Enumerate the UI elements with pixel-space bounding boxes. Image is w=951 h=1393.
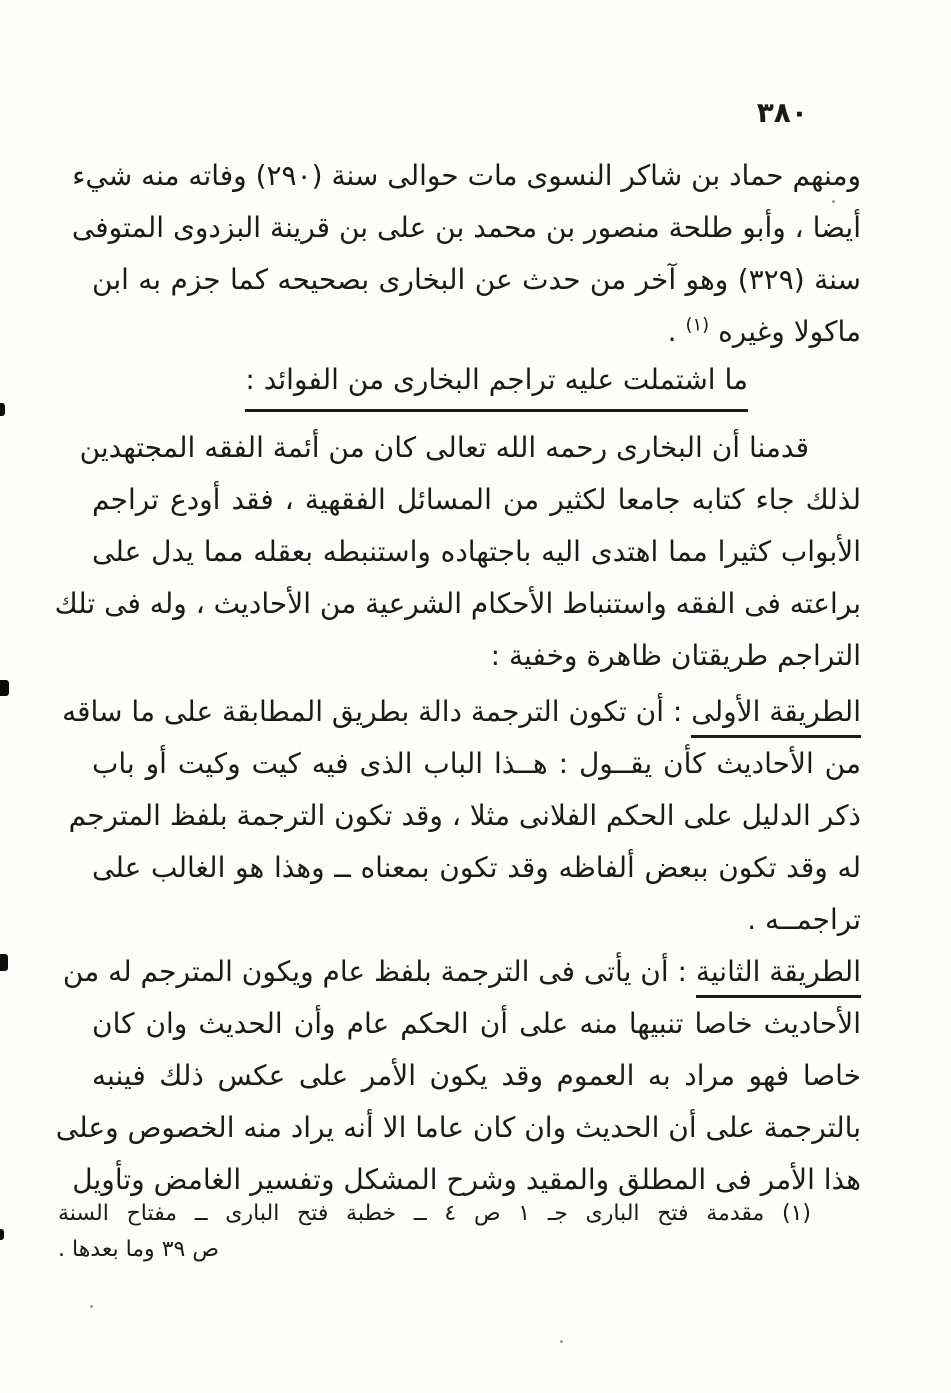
section-heading: ما اشتملت عليه تراجم البخارى من الفوائد : bbox=[245, 360, 748, 412]
text-line: ومنهم حماد بن شاكر النسوى مات حوالى سنة (٢٩٠) وفاته منه شيء bbox=[72, 159, 861, 192]
paragraph-method-one bbox=[62, 686, 861, 946]
footnote-marker: (١) bbox=[685, 314, 710, 336]
text-line: تراجمــه . bbox=[747, 903, 861, 936]
method-two-lead: الطريقة الثانية bbox=[696, 955, 861, 998]
line-text: : أن تكون الترجمة دالة بطريق المطابقة على ما ساقه bbox=[62, 695, 692, 728]
line-text: ماكولا وغيره bbox=[709, 315, 861, 348]
scan-speck bbox=[560, 1340, 563, 1343]
page-number: ٣٨٠ bbox=[756, 96, 808, 129]
text-line: ذكر الدليل على الحكم الفلانى مثلا ، وقد تكون الترجمة بلفظ المترجم bbox=[68, 799, 861, 832]
text-line: الأحاديث خاصا تنبيها منه على أن الحكم عام وأن الحديث وان كان bbox=[92, 1007, 861, 1040]
text-line: بالترجمة على أن الحديث وان كان عاما الا أنه يراد منه الخصوص وعلى bbox=[55, 1111, 861, 1144]
text-line bbox=[92, 306, 861, 358]
scan-speck bbox=[832, 200, 835, 203]
paragraph-intro bbox=[54, 422, 861, 682]
paragraph-biographies bbox=[71, 150, 861, 358]
text-line: خاصا فهو مراد به العموم وقد يكون الأمر على عكس ذلك فينبه bbox=[92, 1059, 861, 1092]
text-line: الأبواب كثيرا مما اهتدى اليه باجتهاده واستنبطه بعقله مما يدل على bbox=[92, 535, 861, 568]
scan-artifact bbox=[0, 1229, 4, 1240]
text-line: من الأحاديث كأن يقــول : هــذا الباب الذى فيه كيت وكيت أو باب bbox=[92, 747, 861, 780]
footnote-line: (١) مقدمة فتح البارى جـ ١ ص ٤ ــ خطبة فتح البارى ــ مفتاح السنة bbox=[58, 1201, 811, 1226]
text-line: هذا الأمر فى المطلق والمقيد وشرح المشكل وتفسير الغامض وتأويل bbox=[72, 1163, 861, 1196]
text-line: لذلك جاء كتابه جامعا لكثير من المسائل الفقهية ، فقد أودع تراجم bbox=[92, 483, 861, 516]
footnote-line: ص ٣٩ وما بعدها . bbox=[58, 1237, 219, 1262]
scan-artifact bbox=[0, 403, 5, 416]
paragraph-method-two bbox=[55, 946, 861, 1206]
line-text: . bbox=[667, 315, 686, 348]
text-line: له وقد تكون ببعض ألفاظه وقد تكون بمعناه ــ وهذا هو الغالب على bbox=[92, 851, 861, 884]
text-line: أيضا ، وأبو طلحة منصور بن محمد بن على بن قرينة البزدوى المتوفى bbox=[71, 211, 861, 244]
text-line bbox=[62, 946, 861, 998]
text-line: التراجم طريقتان ظاهرة وخفية : bbox=[490, 639, 861, 672]
text-line: براعته فى الفقه واستنباط الأحكام الشرعية من الأحاديث ، وله فى تلك bbox=[54, 587, 861, 620]
text-line: سنة (٣٢٩) وهو آخر من حدث عن البخارى بصحيحه كما جزم به ابن bbox=[92, 263, 861, 296]
scan-speck bbox=[90, 1305, 93, 1308]
scan-artifact bbox=[0, 680, 9, 696]
method-one-lead: الطريقة الأولى bbox=[691, 695, 861, 738]
text-line: قدمنا أن البخارى رحمه الله تعالى كان من أئمة الفقه المجتهدين bbox=[79, 431, 809, 464]
section-heading-row bbox=[92, 360, 861, 412]
scan-artifact bbox=[0, 954, 8, 971]
footnote bbox=[58, 1196, 861, 1268]
text-line bbox=[62, 686, 861, 738]
line-text: : أن يأتى فى الترجمة بلفظ عام ويكون المترجم له من bbox=[62, 955, 696, 988]
